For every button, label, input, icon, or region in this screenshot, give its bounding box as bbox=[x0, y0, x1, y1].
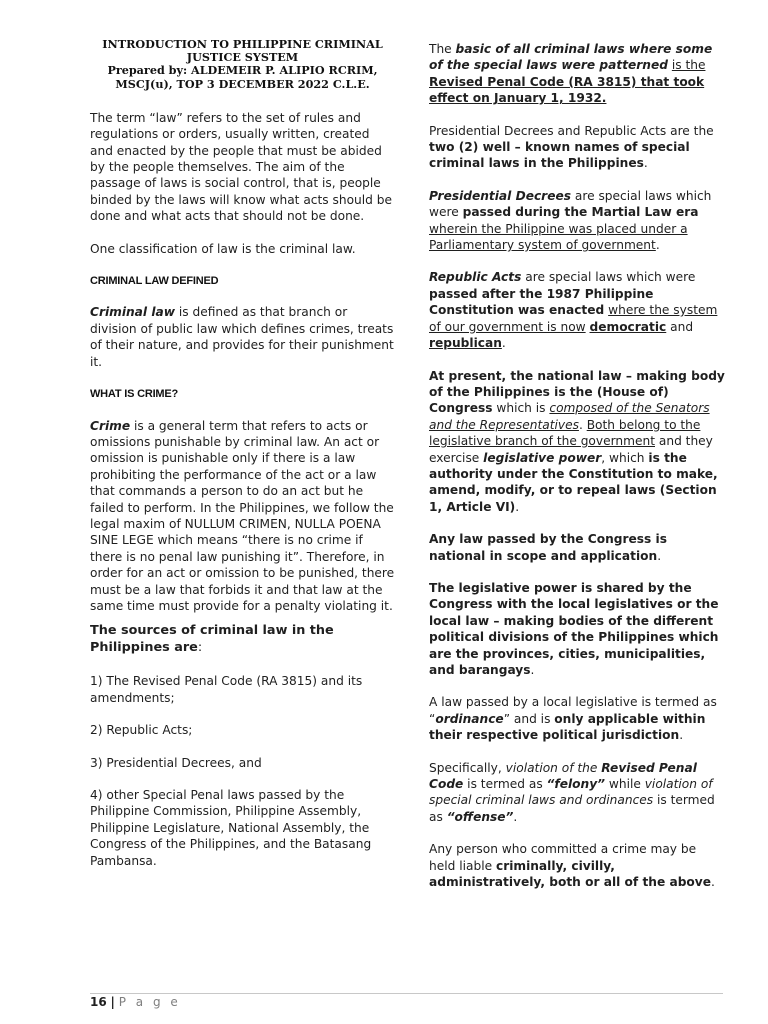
text-run: and bbox=[666, 319, 694, 334]
left-column bbox=[90, 38, 395, 885]
felony-offense-paragraph bbox=[429, 760, 725, 826]
text-run: are special laws which were bbox=[521, 270, 696, 285]
text-run: Specifically, bbox=[429, 760, 506, 775]
text-run: Any person who committed a crime may be held liable bbox=[429, 842, 697, 873]
bold-run: only applicable within their respective political jurisdiction bbox=[429, 711, 706, 743]
text-run: . bbox=[643, 156, 648, 171]
sources-heading-colon: : bbox=[197, 640, 203, 656]
underlined-run: wherein the Philippine was placed under a Parliamentary system of government bbox=[429, 221, 688, 253]
bold-run: criminally, civilly, administratively, both or all of the above bbox=[429, 858, 712, 890]
text-run: ” and is bbox=[503, 711, 555, 726]
bold-run: is the authority under the Constitution to make, amend, modify, or to repeal laws (Section 1, Article VI) bbox=[429, 450, 718, 514]
presidential-decrees-term: Presidential Decrees bbox=[429, 188, 571, 203]
title-line-1: INTRODUCTION TO PHILIPPINE CRIMINAL bbox=[102, 37, 383, 51]
text-run: Presidential Decrees and Republic Acts are the bbox=[429, 123, 714, 138]
pd-ra-paragraph bbox=[429, 123, 725, 172]
text-run: . bbox=[501, 336, 506, 351]
crime-definition bbox=[90, 418, 395, 615]
ordinance-term: ordinance bbox=[435, 711, 504, 726]
source-item: 4) other Special Penal laws passed by the Philippine Commission, Philippine Assembly, Philippine Legislature, National Assembly, the Congress of the Philippines, and the Batasang Pambansa. bbox=[90, 788, 372, 868]
text-run: which is bbox=[492, 401, 550, 416]
bold-run: passed after the 1987 Philippine Constitution was enacted bbox=[429, 286, 654, 318]
republican-word: republican bbox=[429, 336, 502, 351]
italic-run: violation of the bbox=[505, 760, 602, 775]
sources-heading bbox=[90, 622, 395, 656]
criminal-law-definition-text: is defined as that branch or division of public law which defines crimes, treats of their nature, and provides for their punishment it. bbox=[90, 305, 394, 369]
bold-run: The legislative power is shared by the Congress with the local legislatives or the local law – making bodies of the different political divisions of the Philippines which are the provinces, cities, municipalities, and barangays bbox=[429, 580, 719, 677]
text-run: . bbox=[578, 417, 587, 432]
text-run: . bbox=[530, 663, 535, 677]
legislative-power-term: legislative power bbox=[483, 450, 602, 465]
democratic-word: democratic bbox=[589, 319, 667, 334]
prepared-by-line-2: MSCJ(u), TOP 3 DECEMBER 2022 C.L.E. bbox=[115, 76, 370, 91]
text-run: are special laws which were bbox=[429, 188, 712, 220]
liability-paragraph bbox=[429, 841, 725, 890]
bold-run: two (2) well – known names of special criminal laws in the Philippines bbox=[429, 140, 690, 171]
footer-divider bbox=[90, 993, 723, 994]
source-item: 2) Republic Acts; bbox=[90, 723, 193, 738]
underlined-run: where the system of our government is now bbox=[429, 303, 718, 334]
page-number: 16 bbox=[90, 995, 107, 1009]
prepared-by-line-1: Prepared by: ALDEMEIR P. ALIPIO RCRIM, bbox=[107, 63, 378, 78]
crime-term: Crime bbox=[90, 418, 131, 433]
bold-run: At present, the national law – making body of the Philippines is the (House of) Congress bbox=[429, 368, 725, 416]
text-run: . bbox=[513, 809, 518, 824]
felony-term: “felony” bbox=[546, 777, 605, 792]
text-run: The bbox=[429, 42, 456, 56]
text-run: is termed as bbox=[429, 793, 715, 824]
sources-heading-text: The sources of criminal law in the Philippines are bbox=[90, 623, 334, 656]
text-run: . bbox=[711, 875, 715, 890]
document-title bbox=[90, 38, 395, 91]
republic-acts-paragraph bbox=[429, 269, 725, 351]
text-run: , which bbox=[601, 450, 649, 465]
underlined-run: is the bbox=[671, 58, 706, 73]
emphasis-run: basic of all criminal laws where some of the special laws were patterned bbox=[429, 42, 713, 73]
shared-power-paragraph bbox=[429, 580, 725, 678]
italic-underlined-run: composed of the Senators and the Representatives bbox=[429, 401, 710, 432]
italic-run: violation of special criminal laws and ordinances bbox=[429, 777, 713, 808]
text-run: . bbox=[655, 238, 660, 253]
underlined-run: Both belong to the legislative branch of the government bbox=[429, 417, 701, 449]
national-law-paragraph bbox=[429, 368, 725, 516]
heading-criminal-law-defined: CRIMINAL LAW DEFINED bbox=[90, 275, 219, 288]
page-label: P a g e bbox=[118, 995, 181, 1009]
any-law-paragraph bbox=[429, 531, 725, 564]
crime-definition-text: is a general term that refers to acts or omissions punishable by criminal law. An act or omission is punishable only if there is a law prohibiting the performance of the act or a law that commands a person to do an act but he failed to perform. In the Philippines, we follow the legal maxim of NULLUM CRIMEN, NULLA POENA SINE LEGE which means “there is no crime if there is no penal law punishing it”. Therefore, in order for an act or omission to be punished, there must be a law that forbids it and that law at the same time must provide for a penalty violating it. bbox=[90, 418, 395, 613]
right-column bbox=[429, 41, 725, 906]
text-run: is termed as bbox=[463, 777, 547, 792]
page-footer bbox=[90, 995, 181, 1009]
criminal-law-definition bbox=[90, 304, 395, 370]
revised-penal-code-term: Revised Penal Code bbox=[429, 760, 697, 792]
footer-separator: | bbox=[110, 995, 115, 1009]
law-intro-paragraph: The term “law” refers to the set of rules and regulations or orders, usually written, created and enacted by the people that must be abided by the people themselves. The aim of the passage of laws is social control, that is, people binded by the laws will know what acts should be done and what acts that should not be done. bbox=[90, 110, 392, 224]
classification-paragraph: One classification of law is the criminal law. bbox=[90, 241, 356, 256]
offense-term: “offense” bbox=[446, 809, 514, 824]
title-line-2: JUSTICE SYSTEM bbox=[186, 50, 299, 65]
criminal-law-term: Criminal law bbox=[90, 305, 175, 320]
text-run: A law passed by a local legislative is termed as “ bbox=[429, 695, 717, 726]
source-item: 1) The Revised Penal Code (RA 3815) and its amendments; bbox=[90, 674, 363, 705]
bold-run: passed during the Martial Law era bbox=[462, 205, 699, 220]
text-run: . bbox=[657, 548, 662, 563]
text-run: and they exercise bbox=[429, 434, 713, 465]
republic-acts-term: Republic Acts bbox=[429, 270, 522, 285]
text-run: while bbox=[605, 777, 645, 792]
source-item: 3) Presidential Decrees, and bbox=[90, 755, 262, 770]
text-run: . bbox=[515, 499, 520, 514]
bold-run: Any law passed by the Congress is national in scope and application bbox=[429, 532, 667, 563]
basic-law-paragraph bbox=[429, 41, 725, 107]
presidential-decrees-paragraph bbox=[429, 188, 725, 254]
ordinance-paragraph bbox=[429, 694, 725, 743]
text-run: . bbox=[679, 728, 684, 743]
revised-penal-code-phrase: Revised Penal Code (RA 3815) that took effect on January 1, 1932. bbox=[429, 74, 705, 106]
heading-what-is-crime: WHAT IS CRIME? bbox=[90, 388, 179, 401]
